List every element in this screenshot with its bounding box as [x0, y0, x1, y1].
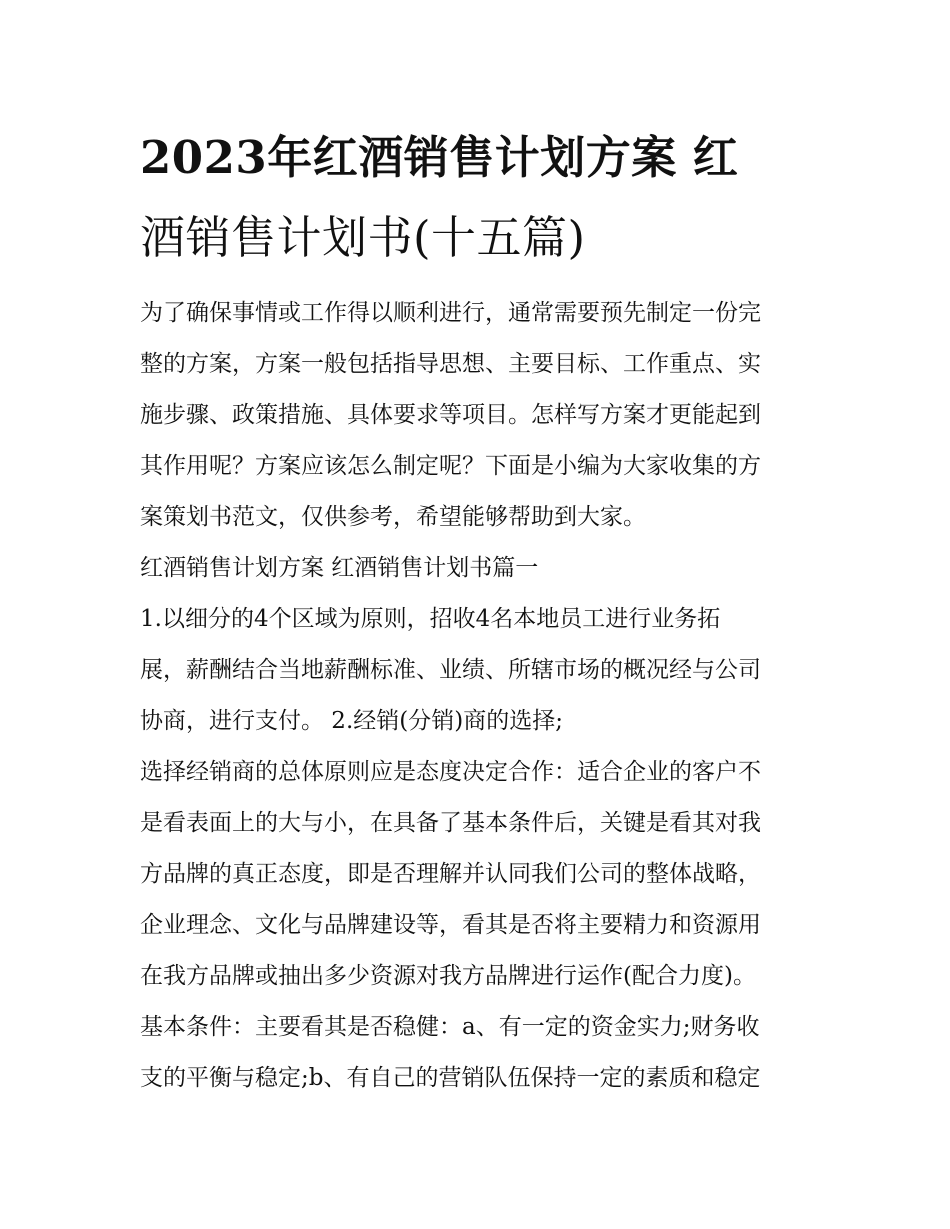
text-line: 施步骤、政策措施、具体要求等项目。怎样写方案才更能起到	[140, 402, 761, 428]
body-paragraph	[140, 747, 820, 1002]
text-line: 支的平衡与稳定;b、有自己的营销队伍保持一定的素质和稳定	[140, 1065, 761, 1091]
document-body	[140, 288, 820, 1104]
body-paragraph	[140, 1002, 820, 1104]
text-line: 选择经销商的总体原则应是态度决定合作：适合企业的客户不	[140, 759, 761, 785]
text-line: 基本条件：主要看其是否稳健：a、有一定的资金实力;财务收	[140, 1014, 760, 1040]
title-line: 2023年红酒销售计划方案 红	[140, 131, 739, 184]
text-line: 其作用呢？方案应该怎么制定呢？下面是小编为大家收集的方	[140, 453, 761, 479]
body-paragraph	[140, 594, 820, 747]
document-title	[140, 118, 820, 278]
text-line: 红酒销售计划方案 红酒销售计划书篇一	[140, 555, 539, 581]
text-line: 案策划书范文，仅供参考，希望能够帮助到大家。	[140, 504, 646, 530]
text-line: 企业理念、文化与品牌建设等，看其是否将主要精力和资源用	[140, 912, 761, 938]
intro-paragraph	[140, 288, 820, 543]
text-line: 1.以细分的4个区域为原则，招收4名本地员工进行业务拓	[140, 606, 721, 632]
document-page	[140, 118, 820, 1104]
text-line: 协商，进行支付。 2.经销(分销)商的选择;	[140, 708, 563, 734]
title-line: 酒销售计划书(十五篇)	[140, 211, 586, 264]
text-line: 整的方案，方案一般包括指导思想、主要目标、工作重点、实	[140, 351, 761, 377]
text-line: 方品牌的真正态度，即是否理解并认同我们公司的整体战略，	[140, 861, 761, 887]
section-heading	[140, 543, 820, 594]
text-line: 是看表面上的大与小，在具备了基本条件后，关键是看其对我	[140, 810, 761, 836]
text-line: 在我方品牌或抽出多少资源对我方品牌进行运作(配合力度)。	[140, 963, 756, 989]
text-line: 展，薪酬结合当地薪酬标准、业绩、所辖市场的概况经与公司	[140, 657, 761, 683]
text-line: 为了确保事情或工作得以顺利进行，通常需要预先制定一份完	[140, 300, 761, 326]
